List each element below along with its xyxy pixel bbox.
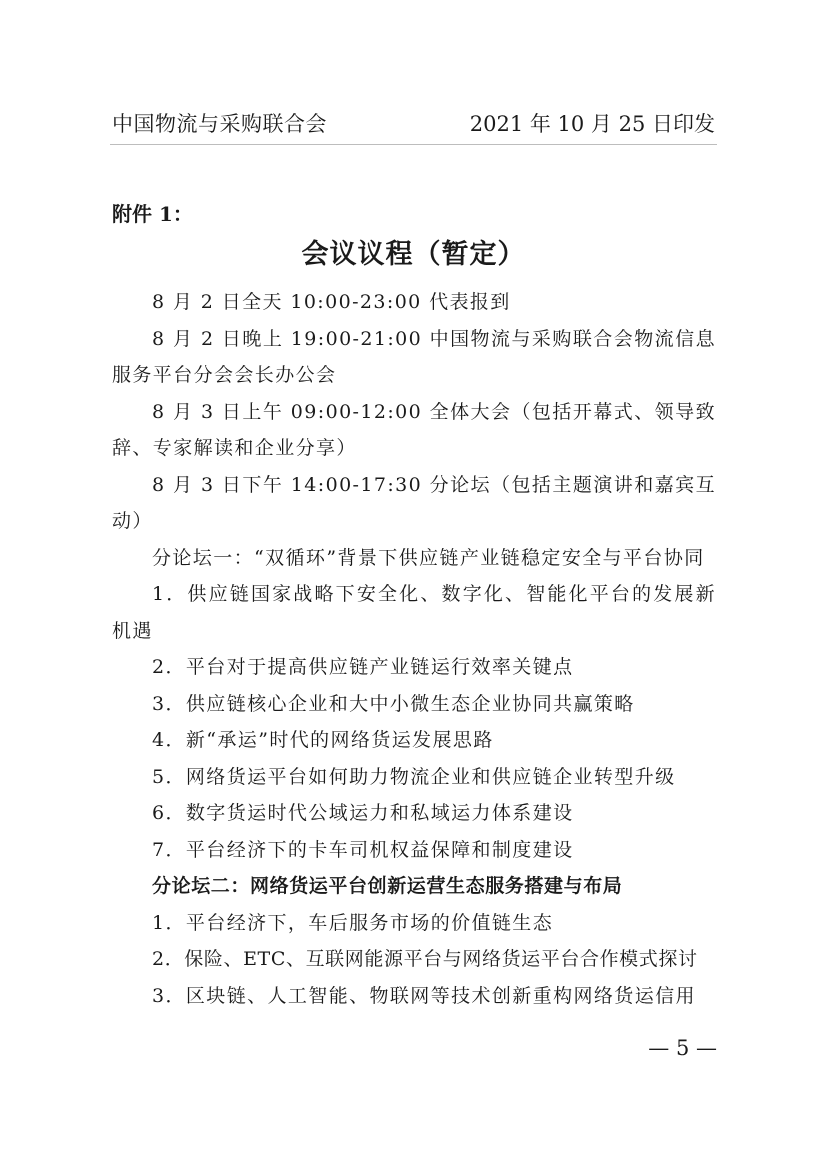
list-item: 2．保险、ETC、互联网能源平台与网络货运平台合作模式探讨 — [152, 948, 698, 970]
header-divider — [110, 144, 717, 145]
agenda-item: 8 月 2 日全天 10:00-23:00 代表报到 — [152, 291, 511, 313]
issue-date: 2021 年 10 月 25 日印发 — [469, 112, 715, 136]
list-item: 1．供应链国家战略下安全化、数字化、智能化平台的发展新机遇 — [112, 583, 716, 642]
forum-heading: 分论坛二：网络货运平台创新运营生态服务搭建与布局 — [152, 875, 623, 897]
list-item: 5．网络货运平台如何助力物流企业和供应链企业转型升级 — [152, 765, 676, 788]
list-item: 3．区块链、人工智能、物联网等技术创新重构网络货运信用 — [152, 984, 696, 1007]
issuer-name: 中国物流与采购联合会 — [112, 112, 327, 136]
list-item: 7．平台经济下的卡车司机权益保障和制度建设 — [152, 838, 574, 861]
agenda-body — [112, 284, 716, 1014]
list-item: 4．新“承运”时代的网络货运发展思路 — [152, 729, 494, 751]
agenda-item: 8 月 3 日下午 14:00-17:30 分论坛（包括主题演讲和嘉宾互动） — [112, 473, 716, 532]
page-title: 会议议程（暂定） — [301, 239, 526, 270]
list-item: 1．平台经济下，车后服务市场的价值链生态 — [152, 911, 554, 934]
list-item: 3．供应链核心企业和大中小微生态企业协同共赢策略 — [152, 692, 635, 715]
agenda-item: 8 月 2 日晚上 19:00-21:00 中国物流与采购联合会物流信息服务平台分会会长办公会 — [112, 327, 716, 386]
page-number: — 5 — — [648, 1036, 717, 1060]
list-item: 2．平台对于提高供应链产业链运行效率关键点 — [152, 656, 574, 678]
list-item: 6．数字货运时代公域运力和私域运力体系建设 — [152, 802, 574, 824]
attachment-label: 附件 1： — [112, 202, 193, 226]
forum-heading: 分论坛一：“双循环”背景下供应链产业链稳定安全与平台协同 — [152, 546, 705, 569]
agenda-item: 8 月 3 日上午 09:00-12:00 全体大会（包括开幕式、领导致辞、专家解读和企业分享） — [112, 400, 716, 459]
